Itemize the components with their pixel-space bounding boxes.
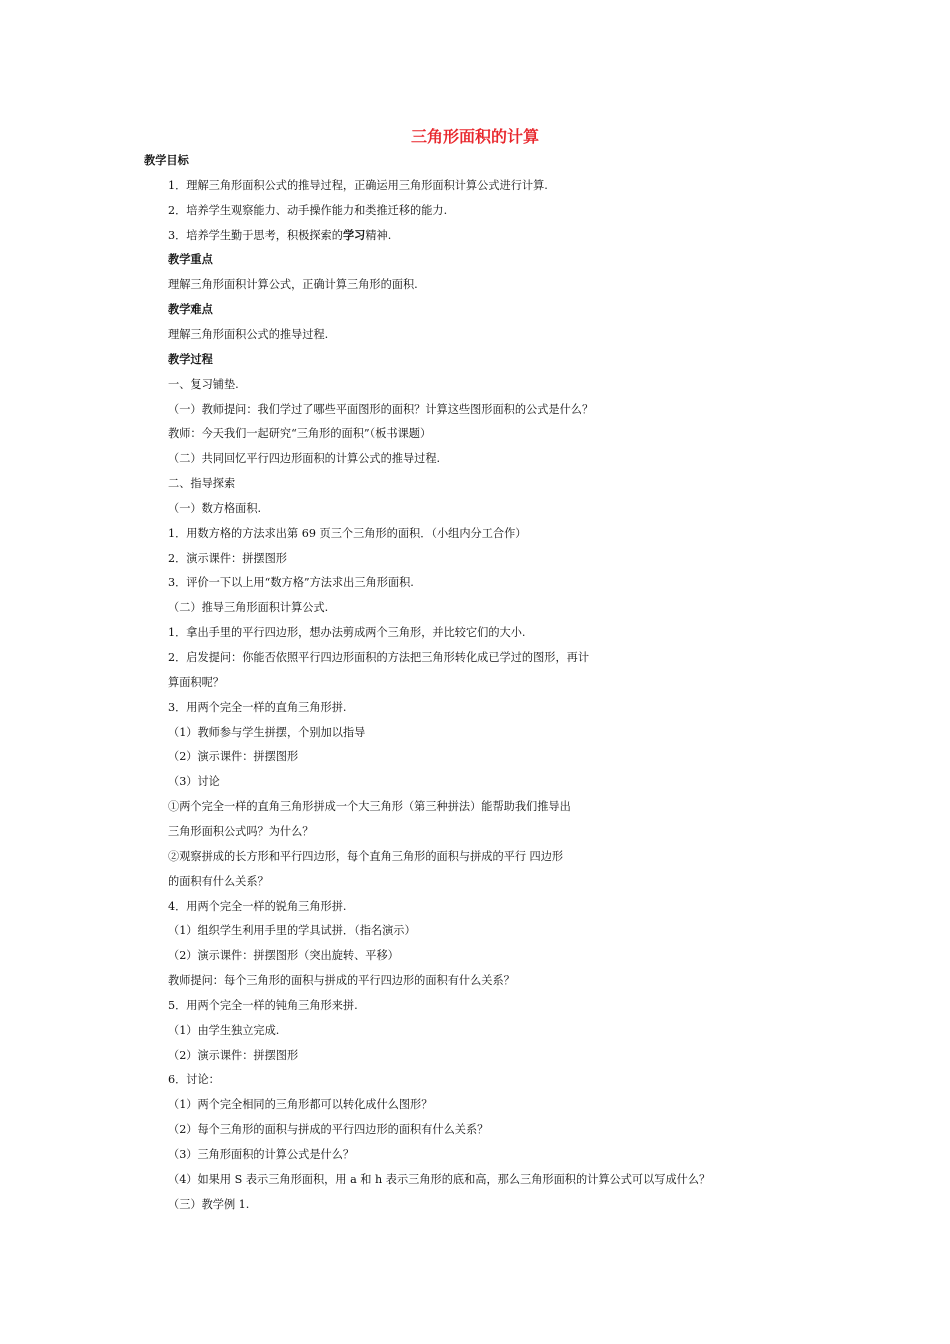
text-line: （二）共同回忆平行四边形面积的计算公式的推导过程. [168, 452, 441, 466]
text-line: （2）演示课件：拼摆图形 [168, 750, 299, 764]
text-line: 5．用两个完全一样的钝角三角形来拼. [168, 998, 358, 1012]
section-heading: 教学重点 [168, 253, 213, 267]
text-line: 1．拿出手里的平行四边形，想办法剪成两个三角形，并比较它们的大小. [168, 626, 526, 640]
text-line: 算面积呢？ [168, 675, 224, 689]
text-line: 1．用数方格的方法求出第 69 页三个三角形的面积．（小组内分工合作） [168, 526, 527, 540]
text-line: （三）教学例 1. [168, 1197, 250, 1211]
text-line: 教师：今天我们一起研究“三角形的面积”（板书课题） [168, 427, 432, 441]
text-line: （1）组织学生利用手里的学具试拼．（指名演示） [168, 924, 416, 938]
text-line: 1．理解三角形面积公式的推导过程，正确运用三角形面积计算公式进行计算. [168, 178, 548, 192]
text-line: （一）数方格面积. [168, 501, 262, 515]
text-line: （4）如果用 S 表示三角形面积，用 a 和 h 表示三角形的底和高，那么三角形面积的计算公式可以写成什么？ [168, 1172, 711, 1186]
text-line: （1）教师参与学生拼摆，个别加以指导 [168, 725, 366, 739]
text-line: （2）演示课件：拼摆图形（突出旋转、平移） [168, 949, 399, 963]
text-line [168, 226, 391, 246]
text-line: （1）两个完全相同的三角形都可以转化成什么图形？ [168, 1098, 433, 1112]
section-heading: 教学目标 [144, 154, 189, 167]
text-line: 3．评价一下以上用“数方格”方法求出三角形面积. [168, 576, 414, 590]
text-line: （3）三角形面积的计算公式是什么？ [168, 1148, 355, 1161]
text-line: （1）由学生独立完成. [168, 1023, 280, 1037]
text-line: 3．用两个完全一样的直角三角形拼. [168, 700, 347, 714]
text-line: 理解三角形面积计算公式，正确计算三角形的面积. [168, 278, 418, 292]
document-title: 三角形面积的计算 [410, 127, 539, 146]
section-heading: 教学过程 [168, 352, 213, 366]
text-segment: 3．培养学生勤于思考，积极探索的 [168, 228, 343, 242]
text-line: 教师提问：每个三角形的面积与拼成的平行四边形的面积有什么关系？ [168, 974, 515, 988]
text-line: 6．讨论： [168, 1073, 220, 1087]
text-segment: 精神. [365, 228, 392, 242]
text-line: （2）每个三角形的面积与拼成的平行四边形的面积有什么关系？ [168, 1123, 489, 1137]
section-heading: 教学难点 [168, 303, 213, 317]
text-line: ②观察拼成的长方形和平行四边形，每个直角三角形的面积与拼成的平行 四边形 [168, 849, 564, 863]
text-line: 4．用两个完全一样的锐角三角形拼. [168, 899, 347, 913]
text-line: 的面积有什么关系？ [168, 874, 269, 888]
text-line: 理解三角形面积公式的推导过程. [168, 327, 329, 341]
text-line: 二、指导探索 [168, 477, 236, 491]
text-line: 2．培养学生观察能力、动手操作能力和类推迁移的能力. [168, 203, 448, 217]
text-line: 三角形面积公式吗？为什么？ [168, 824, 314, 838]
text-line: ①两个完全一样的直角三角形拼成一个大三角形（第三种拼法）能帮助我们推导出 [168, 800, 571, 814]
bold-segment: 学习 [342, 228, 366, 242]
text-line: （二）推导三角形面积计算公式. [168, 601, 329, 615]
text-line: （一）教师提问：我们学过了哪些平面图形的面积？计算这些图形面积的公式是什么？ [168, 402, 594, 416]
text-line: （2）演示课件：拼摆图形 [168, 1048, 299, 1062]
text-line: （3）讨论 [168, 775, 220, 789]
text-line: 2．启发提问：你能否依照平行四边形面积的方法把三角形转化成已学过的图形，再计 [168, 651, 590, 664]
text-line: 一、复习铺垫. [168, 377, 239, 391]
text-line: 2．演示课件：拼摆图形 [168, 551, 287, 565]
